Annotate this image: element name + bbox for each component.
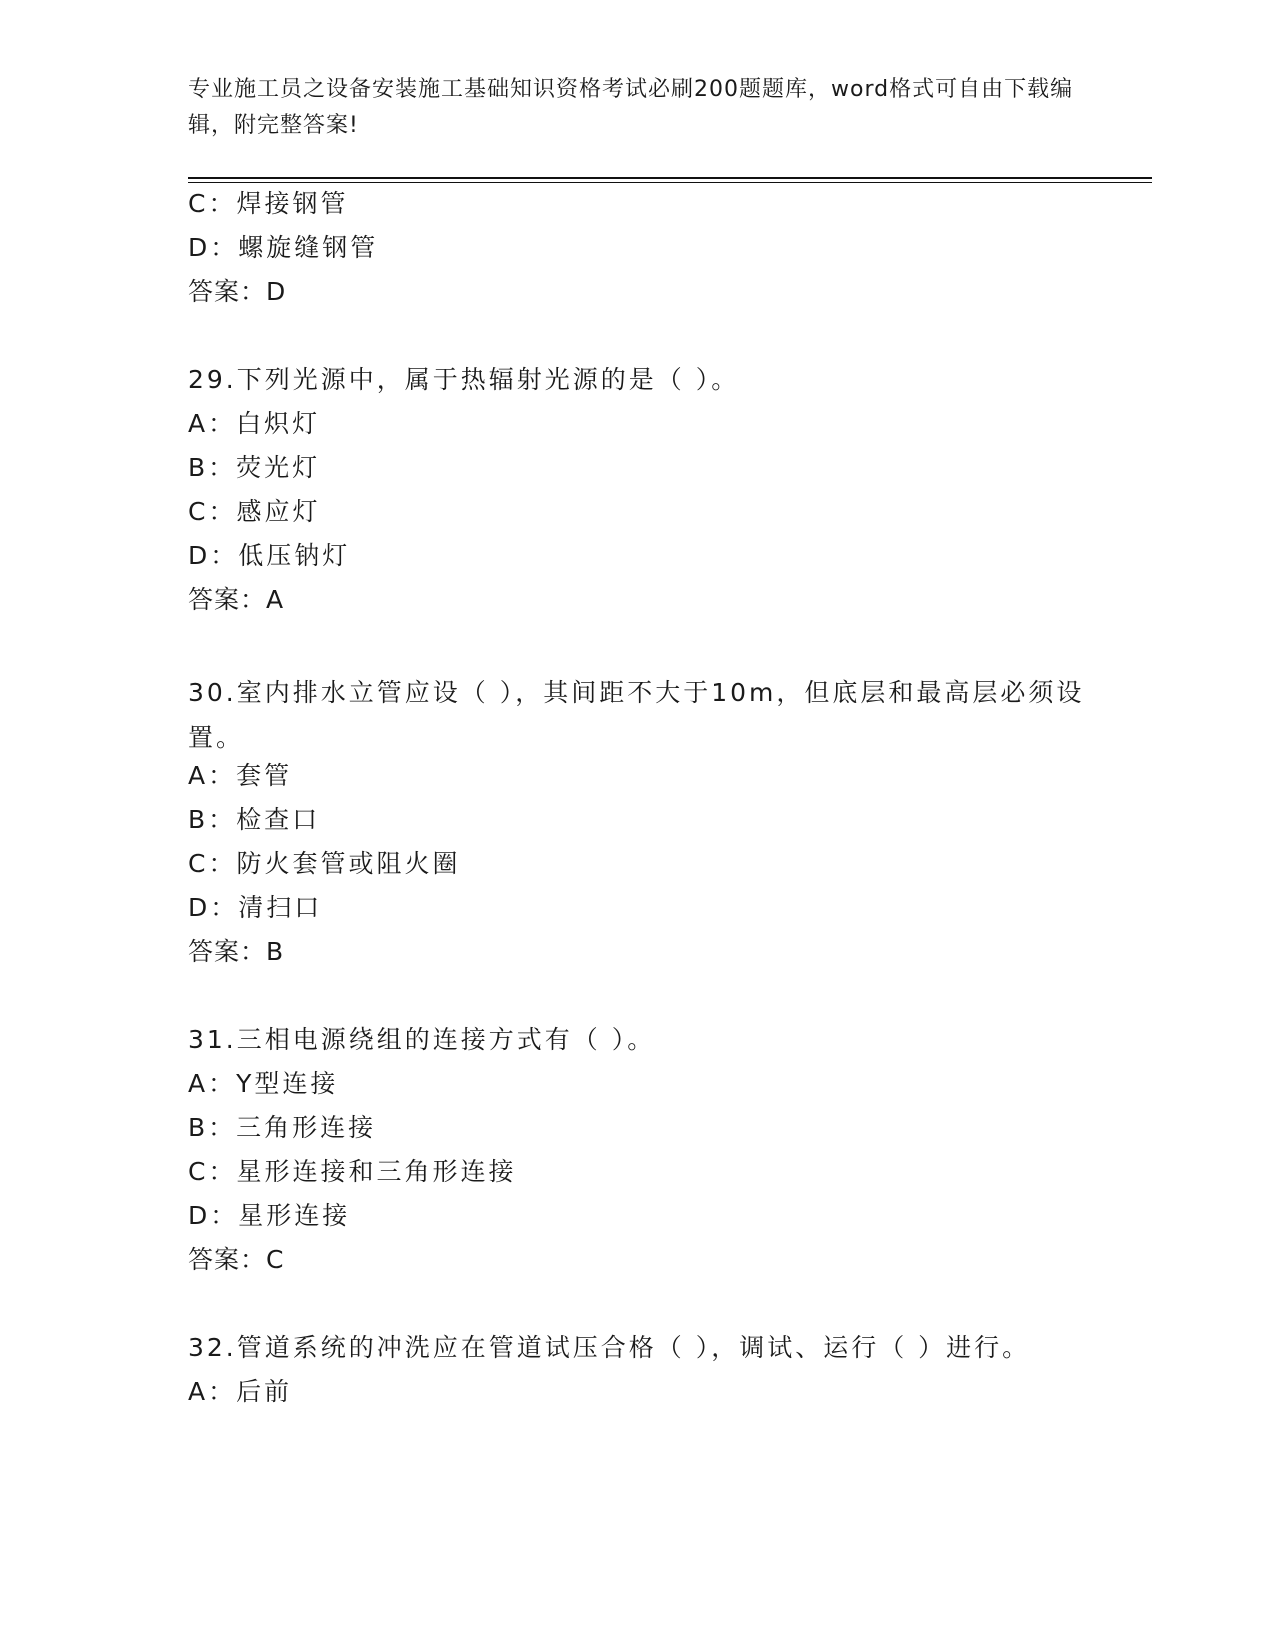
question-31-option-d: D：星形连接 [188,1201,351,1230]
question-30-option-b: B：检查口 [188,805,321,834]
header-divider-thick [188,177,1152,179]
header-divider-thin [188,182,1152,183]
question-32-stem: 32.管道系统的冲洗应在管道试压合格（ ），调试、运行（ ）进行。 [188,1333,1031,1362]
question-31-stem: 31.三相电源绕组的连接方式有（ ）。 [188,1025,656,1054]
question-29-option-c: C：感应灯 [188,497,321,526]
prev-option-d: D：螺旋缝钢管 [188,233,379,262]
prev-option-c: C：焊接钢管 [188,189,349,218]
question-32-option-a: A：后前 [188,1377,293,1406]
question-31-option-a: A：Y型连接 [188,1069,339,1098]
question-30-option-a: A：套管 [188,761,293,790]
question-31-option-c: C：星形连接和三角形连接 [188,1157,517,1186]
question-31-answer: 答案：C [188,1245,285,1274]
question-30-stem: 30.室内排水立管应设（ ），其间距不大于10m，但底层和最高层必须设置。 [188,678,1085,752]
document-header: 专业施工员之设备安装施工基础知识资格考试必刷200题题库，word格式可自由下载编辑，附完整答案! [188,77,1074,138]
question-29-option-d: D：低压钠灯 [188,541,351,570]
question-29-option-a: A：白炽灯 [188,409,321,438]
question-30-option-d: D：清扫口 [188,893,323,922]
question-30-answer: 答案：B [188,937,285,966]
question-29-option-b: B：荧光灯 [188,453,321,482]
question-29-answer: 答案：A [188,585,285,614]
question-30-option-c: C：防火套管或阻火圈 [188,849,461,878]
question-31-option-b: B：三角形连接 [188,1113,377,1142]
question-29-stem: 29.下列光源中，属于热辐射光源的是（ ）。 [188,365,740,394]
prev-answer: 答案：D [188,277,287,306]
